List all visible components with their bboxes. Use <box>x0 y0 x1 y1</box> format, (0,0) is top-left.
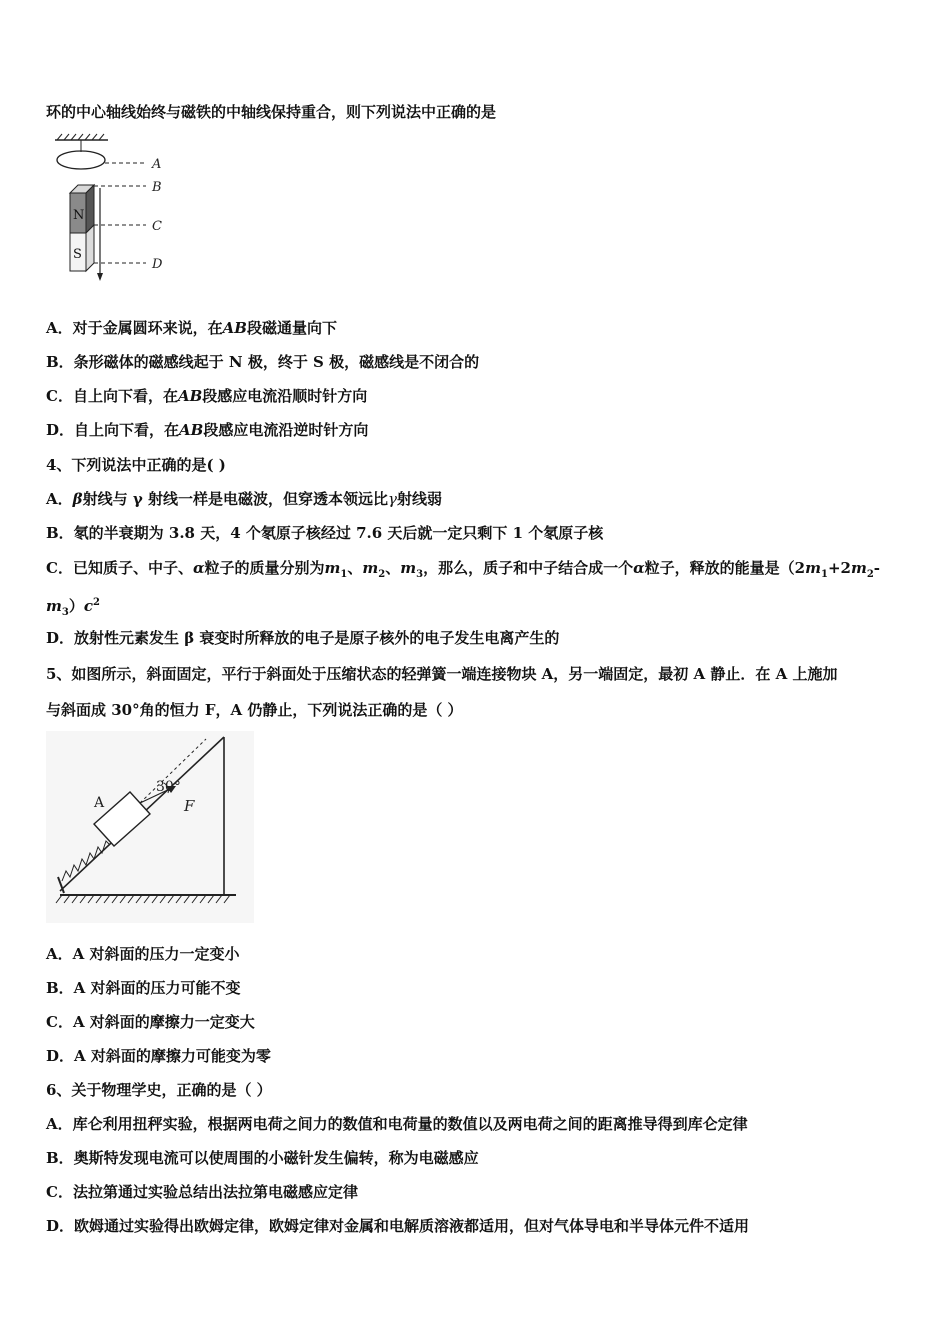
angle-label: 30° <box>156 779 181 795</box>
block-label: A <box>94 795 105 811</box>
q4-stem: 4、下列说法中正确的是( ) <box>46 456 226 474</box>
magnet-ring-figure <box>48 133 178 283</box>
q4-option-c-cont: $m_3)c^2$ <box>46 597 100 618</box>
metal-ring <box>57 151 105 169</box>
force-label: F <box>184 797 195 815</box>
q5-option-d: D．A 对斜面的摩擦力可能变为零 <box>46 1047 271 1065</box>
q3-option-a: A．对于金属圆环来说，在AB段磁通量向下 <box>46 319 337 337</box>
q6-option-d: D．欧姆通过实验得出欧姆定律，欧姆定律对金属和电解质溶液都适用，但对气体导电和半导体元件不适用 <box>46 1217 750 1235</box>
q6-option-b: B．奥斯特发现电流可以使周围的小磁针发生偏转，称为电磁感应 <box>46 1149 479 1167</box>
s-label: S <box>73 247 82 262</box>
label-d: D <box>152 257 163 272</box>
q6-option-c: C．法拉第通过实验总结出法拉第电磁感应定律 <box>46 1183 358 1201</box>
q5-option-c: C．A 对斜面的摩擦力一定变大 <box>46 1013 255 1031</box>
n-label: N <box>73 208 85 223</box>
label-a: A <box>152 157 162 172</box>
q5-option-a: A．A 对斜面的压力一定变小 <box>46 945 240 963</box>
q4-option-a: A．β射线与 γ 射线一样是电磁波，但穿透本领远比γ射线弱 <box>46 490 442 508</box>
label-b: B <box>152 180 162 195</box>
label-c: C <box>152 219 162 234</box>
q5-stem-line2: 与斜面成 30°角的恒力 F，A 仍静止，下列说法正确的是（ ） <box>46 701 463 719</box>
q5-stem-line1: 5、如图所示，斜面固定，平行于斜面处于压缩状态的轻弹簧一端连接物块 A，另一端固定，最初 A 静止．在 A 上施加 <box>46 665 838 683</box>
q3-option-d: D．自上向下看，在AB段感应电流沿逆时针方向 <box>46 421 369 439</box>
q4-option-b: B．氡的半衰期为 3.8 天，4 个氡原子核经过 7.6 天后就一定只剩下 1 个氡原子核 <box>46 524 604 542</box>
q4-option-d: D．放射性元素发生 β 衰变时所释放的电子是原子核外的电子发生电离产生的 <box>46 629 560 647</box>
q6-stem: 6、关于物理学史，正确的是（ ） <box>46 1081 272 1099</box>
incline-figure <box>46 731 254 923</box>
q3-option-c: C．自上向下看，在AB段感应电流沿顺时针方向 <box>46 387 368 405</box>
q3-option-b: B．条形磁体的磁感线起于 N 极，终于 S 极，磁感线是不闭合的 <box>46 353 480 371</box>
q3-stem: 环的中心轴线始终与磁铁的中轴线保持重合，则下列说法中正确的是 <box>46 103 497 121</box>
q5-option-b: B．A 对斜面的压力可能不变 <box>46 979 241 997</box>
q6-option-a: A．库仑利用扭秤实验，根据两电荷之间力的数值和电荷量的数值以及两电荷之间的距离推导得到库仑定律 <box>46 1115 748 1133</box>
q4-option-c: C．已知质子、中子、α粒子的质量分别为$m_1$、$m_2$、$m_3$，那么，质子和中子结合成一个α粒子，释放的能量是（$2m_1+2m_2-$ <box>46 559 881 580</box>
